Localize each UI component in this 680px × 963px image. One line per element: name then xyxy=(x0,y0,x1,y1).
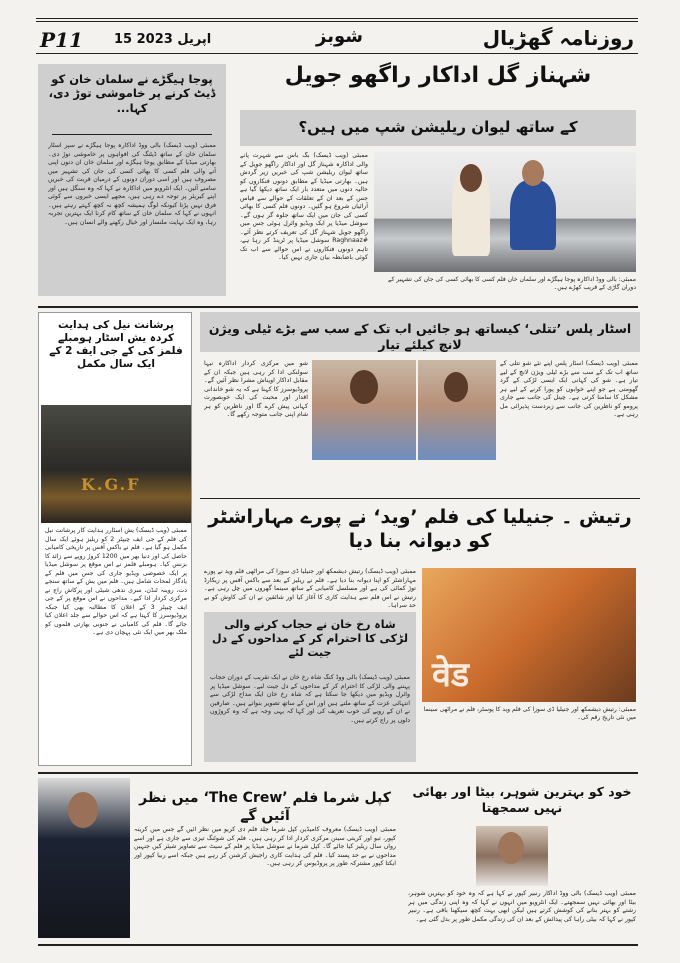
shehnaaz-caption: ممبئی: بالی ووڈ اداکارہ پوجا ہیگڑے اور سلمان خان فلم کسی کا بھائی کسی کی جان کی تشہیر کے دوران گاڑی کے قریب کھڑے ہیں۔ xyxy=(387,276,636,291)
divider xyxy=(38,772,638,774)
kgf-headline: پرشانت نیل کی ہدایت کردہ یش اسٹار ہومبلے فلمز کی کے جی ایف 2 کے ایک سال مکمل xyxy=(49,319,183,371)
titli-article xyxy=(200,312,640,494)
srk-article xyxy=(204,612,416,762)
titli-actress-photo-1 xyxy=(418,360,496,460)
man-head xyxy=(522,160,544,186)
kapil-head xyxy=(68,792,98,828)
titli-actress-photo-2 xyxy=(312,360,416,460)
masthead xyxy=(36,18,638,54)
page-number: P11 xyxy=(40,28,83,52)
titli-headline: اسٹار پلس ’تتلی‘ کیساتھ ہو جائیں اب تک کے سب سے بڑے ٹیلی ویژن لانچ کیلئے تیار xyxy=(208,321,632,352)
kapil-body: ممبئی (ویب ڈیسک) معروف کامیڈین کپل شرما جلد فلم دی کریو میں نظر آئیں گے جس میں کرینہ کپور، تبو اور کریتی سینن مرکزی کردار ادا کر رہی ہیں۔ فلم کی شوٹنگ تیزی سے جاری ہے اور اسے رواں سال ریلیز کیا جائے گا۔ کپل شرما نے سوشل میڈیا پر فلم کے سیٹ سے تصاویر شیئر کیں جنہیں مداحوں نے بے حد پسند کیا۔ فلم کی ہدایت کاری راجیش کرشنن کر رہے ہیں جبکہ اسے ربیا کپور اور ایکتا کپور مشترکہ طور پر پروڈیوس کر رہی ہیں۔ xyxy=(134,826,396,867)
ved-poster-title: वेड xyxy=(432,655,470,695)
ranbir-headline: خود کو بہترین شوہر، بیٹا اور بھائی نہیں سمجھتا xyxy=(412,784,632,815)
kgf-poster-title: K.G.F xyxy=(81,475,141,494)
shehnaaz-body: ممبئی (ویب ڈیسک) بگ باس سے شہرت پانے والی اداکارہ شہناز گل اور اداکار راگھو جویل کے ساتھ لیوان ریلیشن شپ کی خبریں زیر گردش ہیں۔ بھارتی میڈیا کے مطابق دونوں فنکاروں کو حالیہ دنوں میں متعدد بار ایک ساتھ دیکھا گیا ہے جس کے بعد ان کے تعلقات کے حوالے سے قیاس آرائیاں شروع ہو گئیں۔ دونوں فلم کسی کا بھائی کسی کی جان میں ایک ساتھ جلوہ گر ہوں گے۔ سوشل میڈیا پر ایک ویڈیو وائرل ہوئی جس میں راگھو جویل شہناز گل کی تعریف کرتے نظر آئے۔ #Raghnaaz سوشل میڈیا پر ٹرینڈ کر رہا ہے، تاہم دونوں فنکاروں نے اس حوالے سے اب تک کوئی باضابطہ بیان جاری نہیں کیا۔ xyxy=(240,152,368,261)
pooja-article xyxy=(38,64,226,296)
actress-head xyxy=(444,372,468,402)
shehnaaz-subheadline: کے ساتھ لیوان ریلیشن شپ میں ہیں؟ xyxy=(298,118,578,136)
srk-headline: شاہ رخ خان نے حجاب کرنے والی لڑکی کا احترام کر کے مداحوں کے دل جیت لئے xyxy=(212,618,408,659)
srk-body: ممبئی (ویب ڈیسک) بالی ووڈ کنگ شاہ رخ خان نے ایک تقریب کے دوران حجاب پہننے والی لڑکی کا احترام کر کے مداحوں کے دل جیت لیے۔ سوشل میڈیا پر وائرل ویڈیو میں دیکھا جا سکتا ہے کہ شاہ رخ خان ایک مداح لڑکی سے انتہائی عزت کے ساتھ ملتے ہیں اور اس کے ساتھ تصویر بنواتے ہیں۔ صارفین نے ان کے رویے کی خوب تعریف کی اور کہا کہ یہی وجہ ہے کہ وہ کروڑوں دلوں پر راج کرتے ہیں۔ xyxy=(210,674,410,724)
kgf-poster xyxy=(41,405,191,523)
ranbir-photo xyxy=(476,826,548,886)
ved-body: ممبئی (ویب ڈیسک) رتیش دیشمکھ اور جنیلیا ڈی سوزا کی مراٹھی فلم وید نے پورے مہاراشٹر کو اپنا دیوانہ بنا دیا ہے۔ فلم نے ریلیز کے بعد سے باکس آفس پر ریکارڈ توڑ کمائی کی ہے اور مسلسل کامیابی کے ساتھ سینما گھروں میں چل رہی ہے۔ رتیش نے اس فلم سے ہدایت کاری کا آغاز کیا اور شائقین نے ان کی کاوش کو بے حد سراہا۔ xyxy=(204,568,416,608)
pooja-headline: پوجا ہیگڑے نے سلمان خان کو ڈیٹ کرنے پر خاموشی توڑ دی، کہا... xyxy=(48,72,216,115)
man-figure xyxy=(510,180,556,250)
shehnaaz-article xyxy=(236,62,640,302)
shehnaaz-headline: شہناز گل اداکار راگھو جویل xyxy=(284,63,592,88)
bottom-rule xyxy=(38,944,638,946)
actress-head xyxy=(350,370,378,404)
divider xyxy=(52,134,212,135)
titli-body-left: شو میں مرکزی کردار اداکارہ نیہا سولنکی ادا کر رہی ہیں جبکہ ان کے مقابل اداکار اویناش مشرا نظر آئیں گے۔ پروڈیوسرز کا کہنا ہے کہ یہ شو خاندانی اقدار اور محبت کی ایک خوبصورت کہانی پیش کرے گا اور ناظرین کو ہر شام اپنی جانب متوجہ رکھے گا۔ xyxy=(204,360,308,418)
section-title: شوبز xyxy=(316,26,363,47)
ved-headline: رتیش ۔ جنیلیا کی فلم ’وید‘ نے پورے مہاراشٹر کو دیوانہ بنا دیا xyxy=(208,506,632,552)
issue-date: 15 اپریل 2023 xyxy=(114,32,212,47)
titli-headline-box xyxy=(200,312,640,352)
kapil-article xyxy=(38,778,398,940)
titli-body-right: ممبئی (ویب ڈیسک) اسٹار پلس اپنے نئے شو تتلی کے ساتھ اب تک کے سب سے بڑے ٹیلی ویژن لانچ کے لیے تیار ہے۔ شو کی کہانی ایک ایسی لڑکی کے گرد گھومتی ہے جو اپنے خوابوں کو پورا کرنے کے لیے ہر مشکل کا سامنا کرتی ہے۔ چینل کی جانب سے جاری پرومو کو ناظرین کی جانب سے زبردست پذیرائی مل رہی ہے۔ xyxy=(500,360,638,418)
salman-pooja-photo xyxy=(374,152,636,272)
kgf-article xyxy=(38,312,192,766)
kapil-headline: کپل شرما فلم ’The Crew‘ میں نظر آئیں گے xyxy=(139,790,391,824)
ranbir-article xyxy=(404,778,640,940)
kgf-body: ممبئی (ویب ڈیسک) یش اسٹارر ہدایت کار پرشانت نیل کی فلم کے جی ایف چیپٹر 2 کو ریلیز ہوئے ایک سال مکمل ہو گیا ہے۔ فلم نے باکس آفس پر تاریخی کامیابی حاصل کی اور دنیا بھر میں 1200 کروڑ روپے سے زائد کا بزنس کیا۔ ہومبلے فلمز نے اس موقع پر سوشل میڈیا پر ایک خصوصی ویڈیو جاری کی جس میں فلم کے یادگار لمحات شامل ہیں۔ فلم میں یش کے ساتھ سنجے دت، روینہ ٹنڈن، سری ندھی شیٹی اور پرکاش راج نے مرکزی کردار ادا کیے۔ مداحوں نے اس موقع پر کے جی ایف چیپٹر 3 کے اعلان کا مطالبہ بھی کیا جبکہ پروڈیوسرز کا کہنا ہے کہ اس حوالے سے جلد اعلان کیا جائے گا۔ فلم کی کامیابی نے جنوبی بھارتی فلموں کو ملک بھر میں ایک نئی پہچان دی ہے۔ xyxy=(45,527,187,636)
pooja-body: ممبئی (ویب ڈیسک) بالی ووڈ اداکارہ پوجا ہیگڑے نے سپر اسٹار سلمان خان کے ساتھ ڈیٹنگ کی افواہوں پر خاموشی توڑ دی۔ بھارتی میڈیا کے مطابق پوجا ہیگڑے اور سلمان خان ان دنوں اپنی آنے والی فلم کسی کا بھائی کسی کی جان کی تشہیر میں مصروف ہیں اور اسی دوران دونوں کے درمیان قربت کی خبریں سامنے آئیں۔ ایک انٹرویو میں اداکارہ نے کہا کہ وہ سنگل ہیں اور اپنے کیریئر پر توجہ دے رہی ہیں، مجھے ایسی خبروں سے کوئی فرق نہیں پڑتا کیونکہ لوگ ہمیشہ کچھ نہ کچھ کہتے رہتے ہیں۔ انہوں نے کہا کہ سلمان خان کے ساتھ کام کرنا ایک بہترین تجربہ رہا، وہ ایک نہایت ملنسار اور خیال رکھنے والے انسان ہیں۔ xyxy=(48,142,216,226)
ved-article xyxy=(200,502,640,766)
ranbir-body: ممبئی (ویب ڈیسک) بالی ووڈ اداکار رنبیر کپور نے کہا ہے کہ وہ خود کو بہترین شوہر، بیٹا اور بھائی نہیں سمجھتے۔ ایک انٹرویو میں انہوں نے کہا کہ وہ اپنی زندگی میں ہر رشتے کو بہتر بنانے کی کوشش کرتے ہیں لیکن ابھی بہت کچھ سیکھنا باقی ہے۔ رنبیر کپور نے کہا کہ بیٹی راہا کی پیدائش کے بعد ان کی زندگی مکمل طور پر بدل گئی ہے۔ xyxy=(408,890,636,923)
ved-caption: ممبئی: رتیش دیشمکھ اور جنیلیا ڈی سوزا کی فلم وید کا پوسٹر، فلم نے مراٹھی سینما میں نئی تاریخ رقم کی۔ xyxy=(423,706,636,721)
woman-head xyxy=(460,164,482,192)
ranbir-head xyxy=(498,832,524,864)
ved-poster xyxy=(422,568,636,702)
newspaper-name: روزنامہ گھڑیال xyxy=(482,26,634,50)
kapil-photo xyxy=(38,778,130,938)
shehnaaz-subheadline-box xyxy=(240,110,636,146)
divider xyxy=(200,498,640,499)
divider xyxy=(38,306,638,308)
